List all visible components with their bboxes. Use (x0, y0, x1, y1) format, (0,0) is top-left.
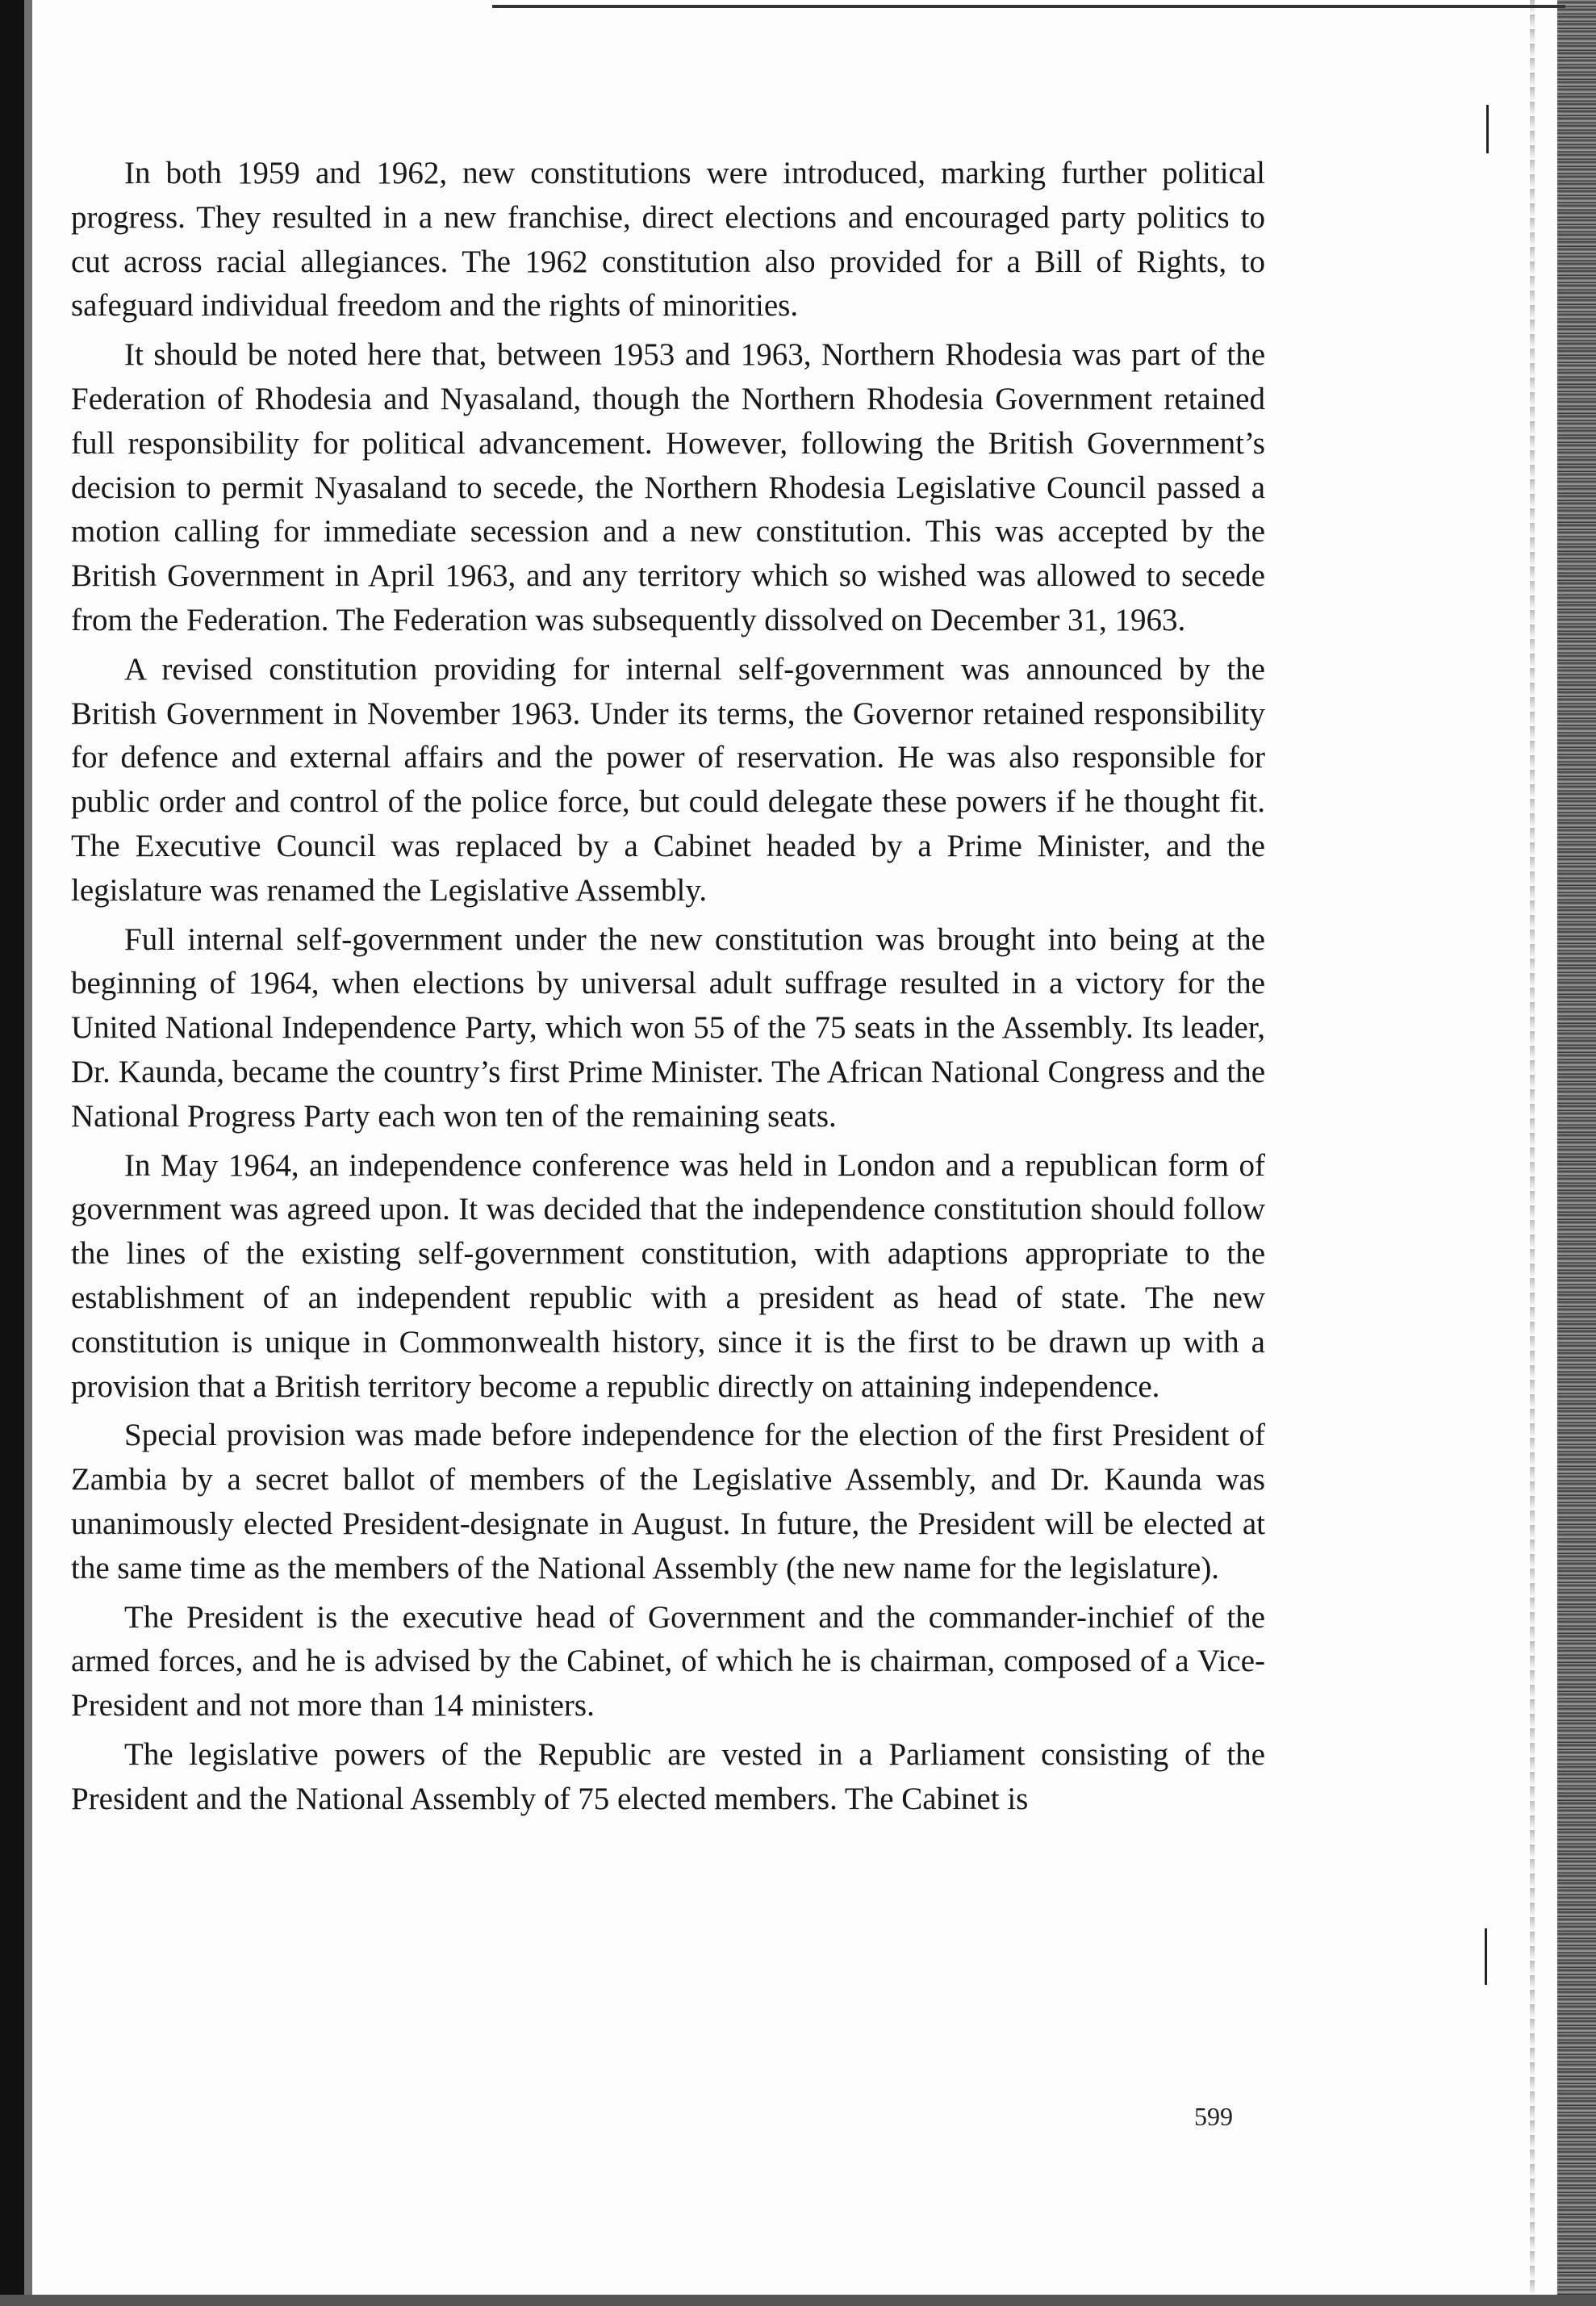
paragraph: A revised constitution providing for internal self-government was announced by the British Government in November 1963. Under its terms, the Governor retained responsibility for defence and external affairs and the power of reservation. He was also responsible for public order and control of the police force, but could delegate these powers if he thought fit. The Executive Council was replaced by a Cabinet headed by a Prime Minister, and the legislature was renamed the Legislative Assembly. (71, 651, 1265, 908)
scan-right-edge (1557, 0, 1596, 2306)
paragraph: In May 1964, an independence conference was held in London and a republican form of government was agreed upon. It was decided that the independence constitution should follow the lines of the existing self-government constitution, with adaptions appropriate to the establishment of an independent republic with a president as head of state. The new constitution is unique in Commonwealth history, since it is the first to be drawn up with a provision that a British territory become a republic directly on attaining independence. (71, 1147, 1265, 1404)
scan-left-edge (0, 0, 24, 2306)
paragraph: The President is the executive head of Government and the commander-inchief of the armed forces, and he is advised by the Cabinet, of which he is chairman, composed of a Vice-President and not more than 14 ministers. (71, 1599, 1265, 1723)
paragraph: The legislative powers of the Republic are vested in a Parliament consisting of the President and the National Assembly of 75 elected members. The Cabinet is (71, 1736, 1265, 1816)
paragraph: Special provision was made before independence for the election of the first President of Zambia by a secret ballot of members of the Legislative Assembly, and Dr. Kaunda was unanimously elected President-designate in August. In future, the President will be elected at the same time as the members of the National Assembly (the new name for the legislature). (71, 1418, 1265, 1585)
scan-top-rule (492, 5, 1565, 8)
margin-mark (1486, 105, 1489, 153)
paragraph: Full internal self-government under the new constitution was brought into being at the beginning of 1964, when elections by universal adult suffrage resulted in a victory for the United National Independence Party, which won 55 of the 75 seats in the Assembly. Its leader, Dr. Kaunda, became the country’s first Prime Minister. The African National Congress and the National Progress Party each won ten of the remaining seats. (71, 921, 1265, 1134)
scan-bottom-edge (0, 2295, 1596, 2306)
page-number: 599 (1194, 2102, 1233, 2131)
scan-right-speckle (1530, 0, 1535, 2306)
paragraph: It should be noted here that, between 1953 and 1963, Northern Rhodesia was part of the Federation of Rhodesia and Nyasaland, though the Northern Rhodesia Government retained full responsibility for political advancement. However, following the British Government’s decision to permit Nyasaland to secede, the Northern Rhodesia Legislative Council passed a motion calling for immediate secession and a new constitution. This was accepted by the British Government in April 1963, and any territory which so wished was allowed to secede from the Federation. The Federation was subsequently dissolved on December 31, 1963. (71, 337, 1265, 637)
scan-left-shadow (24, 0, 32, 2306)
body-text (71, 152, 1265, 1826)
paragraph: In both 1959 and 1962, new constitutions were introduced, marking further political progress. They resulted in a new franchise, direct elections and encouraged party politics to cut across racial allegiances. The 1962 constitution also provided for a Bill of Rights, to safeguard individual freedom and the rights of minorities. (71, 156, 1265, 324)
margin-mark (1485, 1928, 1487, 1985)
